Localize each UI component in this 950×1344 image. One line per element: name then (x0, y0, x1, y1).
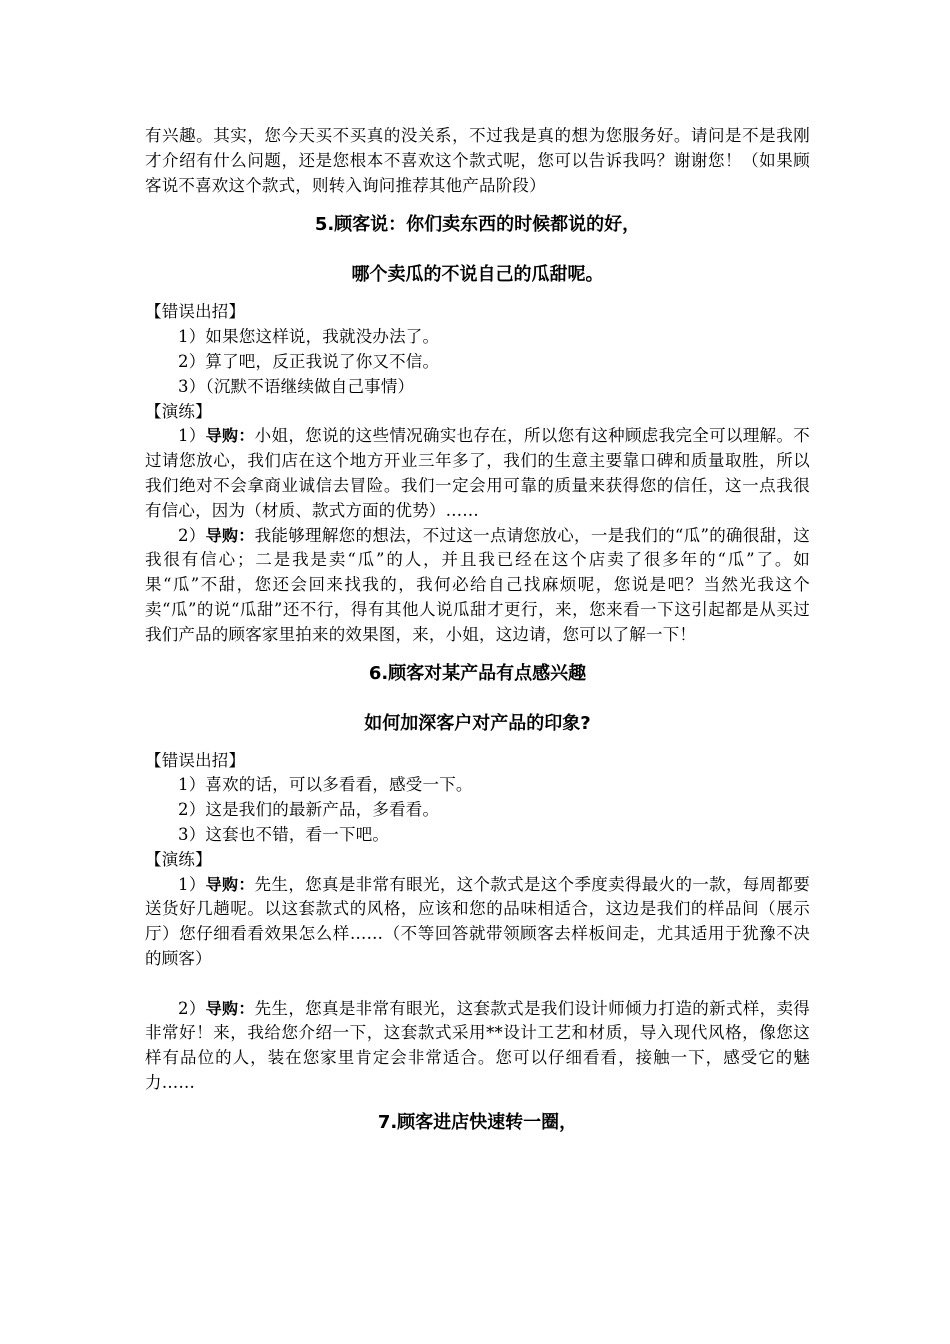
section-5-wrong-label: 【错误出招】 (145, 302, 246, 322)
section-5-practice-label: 【演练】 (145, 401, 212, 421)
section-6-practice-item (145, 997, 810, 1096)
practice-text: 先生，您真是非常有眼光，这个款式是这个季度卖得最火的一款，每周都要送货好几趟呢。以这套款式的风格，应该和您的品味相适合，这边是我们的样品间（展示厅）您仔细看看效果怎么样……（不等回答就带领顾客去样板间走，尤其适用于犹豫不决的顾客） (145, 874, 810, 968)
section-7-title-line1: 7.顾客进店快速转一圈， (377, 1111, 578, 1133)
section-6-wrong-item: 3）这套也不错，看一下吧。 (178, 824, 390, 844)
practice-num: 2） (178, 998, 206, 1018)
practice-num: 2） (178, 525, 206, 545)
practice-role-label: 导购： (205, 426, 255, 446)
section-5-wrong-item: 2）算了吧，反正我说了你又不信。 (178, 351, 440, 371)
practice-num: 1） (178, 874, 206, 894)
practice-role-label: 导购： (205, 525, 255, 545)
page-content (145, 124, 810, 1136)
practice-num: 1） (178, 426, 206, 446)
section-6-practice-label: 【演练】 (145, 849, 212, 869)
section-6-practice-item (145, 873, 810, 972)
section-5-wrong-item: 1）如果您这样说，我就没办法了。 (178, 327, 440, 347)
section-6-wrong-label: 【错误出招】 (145, 750, 246, 770)
practice-role-label: 导购： (205, 998, 255, 1018)
section-6-wrong-item: 1）喜欢的话，可以多看看，感受一下。 (178, 775, 473, 795)
practice-text: 小姐，您说的这些情况确实也存在，所以您有这种顾虑我完全可以理解。不过请您放心，我们店在这个地方开业三年多了，我们的生意主要靠口碑和质量取胜，所以我们绝对不会拿商业诚信去冒险。我们一定会用可靠的质量来获得您的信任，这一点我很有信心，因为（材质、款式方面的优势）…… (145, 426, 810, 520)
intro-paragraph: 有兴趣。其实，您今天买不买真的没关系，不过我是真的想为您服务好。请问是不是我刚才介绍有什么问题，还是您根本不喜欢这个款式呢，您可以告诉我吗？谢谢您！（如果顾客说不喜欢这个款式，则转入询问推荐其他产品阶段） (145, 126, 810, 195)
section-5-title-line1: 5.顾客说：你们卖东西的时候都说的好， (314, 214, 641, 236)
practice-role-label: 导购： (205, 874, 255, 894)
blank-line (145, 972, 810, 997)
section-6-wrong-item: 2）这是我们的最新产品，多看看。 (178, 800, 440, 820)
practice-text: 我能够理解您的想法，不过这一点请您放心，一是我们的“瓜”的确很甜，这我很有信心；二是我是卖“瓜”的人，并且我已经在这个店卖了很多年的“瓜”了。如果“瓜”不甜，您还会回来找我的，我何必给自己找麻烦呢，您说是吧？当然光我这个卖“瓜”的说“瓜甜”还不行，得有其他人说瓜甜才更行，来，您来看一下这引起都是从买过我们产品的顾客家里拍来的效果图，来，小姐，这边请，您可以了解一下！ (145, 525, 810, 644)
section-5-title-line2: 哪个卖瓜的不说自己的瓜甜呢。 (351, 264, 604, 286)
section-5-wrong-item: 3）（沉默不语继续做自己事情） (178, 376, 415, 396)
section-6-title-line1: 6.顾客对某产品有点感兴趣 (368, 662, 587, 684)
section-6-title-line2: 如何加深客户对产品的印象? (364, 712, 591, 734)
practice-text: 先生，您真是非常有眼光，这套款式是我们设计师倾力打造的新式样，卖得非常好！来，我给您介绍一下，这套款式采用**设计工艺和材质，导入现代风格，像您这样有品位的人，装在您家里肯定会非常适合。您可以仔细看看，接触一下，感受它的魅力…… (145, 998, 810, 1092)
section-5-practice-item (145, 524, 810, 648)
section-5-practice-item (145, 424, 810, 523)
